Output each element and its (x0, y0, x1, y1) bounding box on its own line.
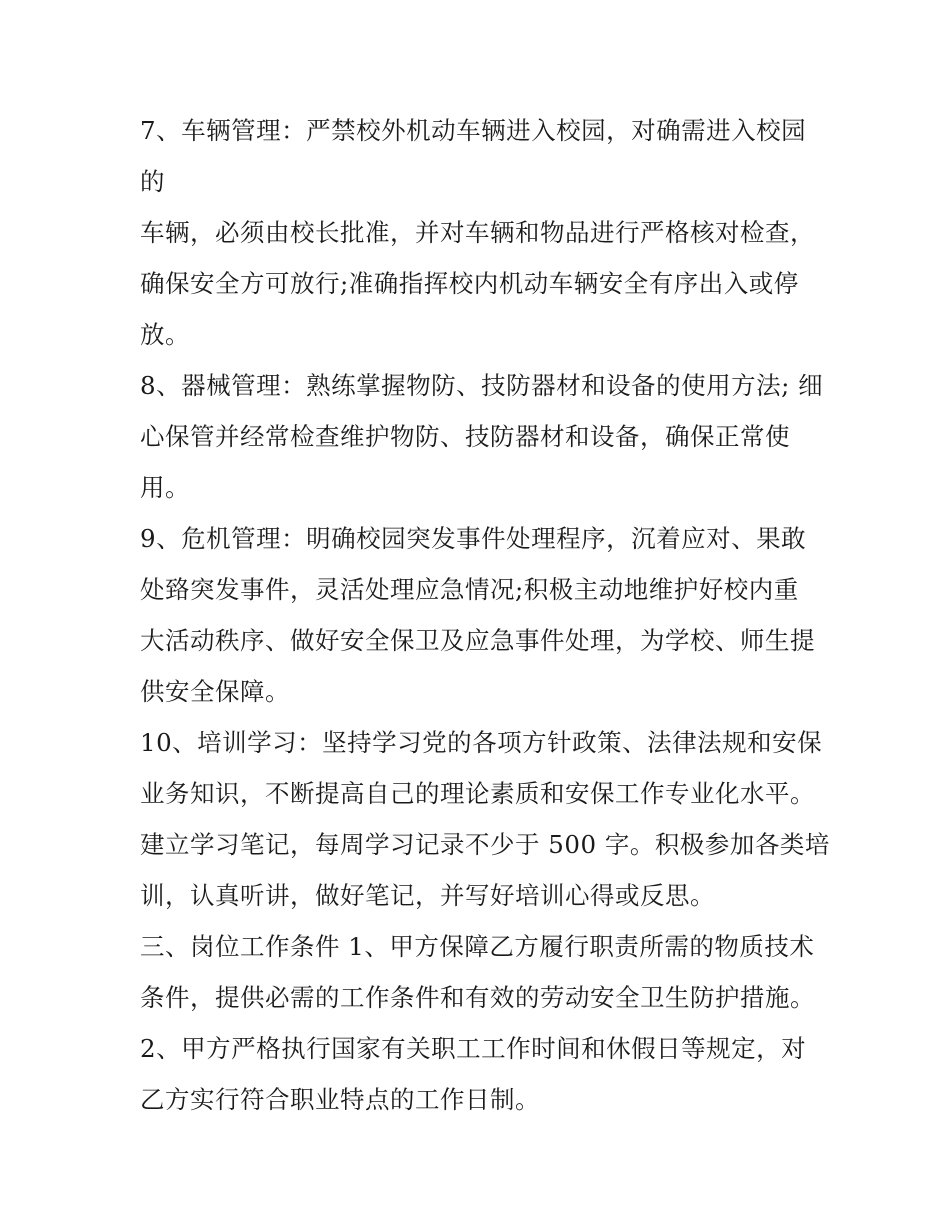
text-line: 心保管并经常检查维护物防、技防器材和设备，确保正常使 (140, 422, 790, 451)
text-line: 供安全保障。 (140, 677, 290, 706)
text-line: 大活动秩序、做好安全保卫及应急事件处理，为学校、师生提 (140, 626, 815, 655)
text-line: 条件，提供必需的工作条件和有效的劳动安全卫生防护措施。 (140, 983, 815, 1012)
text-line: 车辆，必须由校长批准，并对车辆和物品进行严格核对检查， (140, 218, 815, 247)
text-line: 9、危机管理：明确校园突发事件处理程序，沉着应对、果敢 (140, 524, 807, 553)
text-line: 用。 (140, 473, 190, 502)
text-line: 建立学习笔记，每周学习记录不少于 500 字。积极参加各类培 (140, 830, 830, 859)
text-line: 业务知识，不断提高自己的理论素质和安保工作专业化水平。 (140, 779, 815, 808)
text-line: 三、岗位工作条件 1、甲方保障乙方履行职责所需的物质技术 (140, 932, 815, 961)
text-line: 的 (140, 167, 165, 196)
document-body (140, 105, 830, 1125)
text-line: 处臵突发事件，灵活处理应急情况;积极主动地维护好校内重 (140, 575, 799, 604)
text-line: 训，认真听讲，做好笔记，并写好培训心得或反思。 (140, 881, 715, 910)
text-line: 10、培训学习：坚持学习党的各项方针政策、法律法规和安保 (140, 728, 823, 757)
text-line: 7、车辆管理：严禁校外机动车辆进入校园，对确需进入校园 (140, 116, 807, 145)
text-line: 2、甲方严格执行国家有关职工工作时间和休假日等规定，对 (140, 1034, 807, 1063)
text-line: 确保安全方可放行;准确指挥校内机动车辆安全有序出入或停 (140, 269, 799, 298)
text-line: 放。 (140, 320, 190, 349)
text-line: 8、器械管理：熟练掌握物防、技防器材和设备的使用方法; 细 (140, 371, 824, 400)
text-line: 乙方实行符合职业特点的工作日制。 (140, 1085, 540, 1114)
